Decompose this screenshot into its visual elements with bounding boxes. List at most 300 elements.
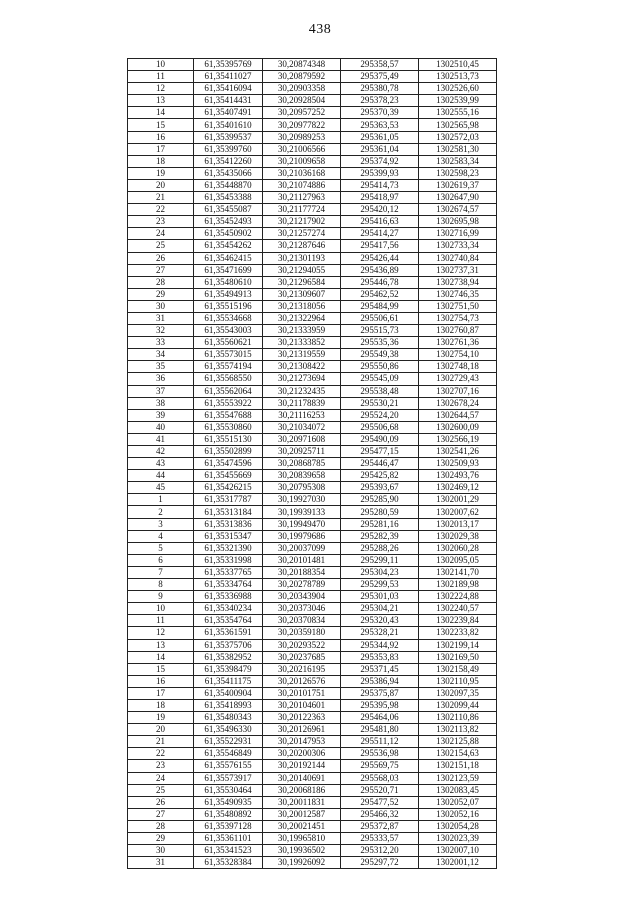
point-number-cell: 13 xyxy=(128,95,194,107)
longitude-cell: 30,20021451 xyxy=(263,820,341,832)
coordinates-table-body xyxy=(128,59,497,869)
table-row xyxy=(128,675,497,687)
table-row xyxy=(128,446,497,458)
y-coordinate-cell: 1302510,45 xyxy=(419,59,497,71)
x-coordinate-cell: 295568,03 xyxy=(341,772,419,784)
x-coordinate-cell: 295414,27 xyxy=(341,228,419,240)
y-coordinate-cell: 1302566,19 xyxy=(419,433,497,445)
latitude-cell: 61,35416094 xyxy=(194,83,263,95)
y-coordinate-cell: 1302013,17 xyxy=(419,518,497,530)
x-coordinate-cell: 295520,71 xyxy=(341,784,419,796)
point-number-cell: 19 xyxy=(128,167,194,179)
table-row xyxy=(128,421,497,433)
x-coordinate-cell: 295393,67 xyxy=(341,482,419,494)
latitude-cell: 61,35560621 xyxy=(194,337,263,349)
table-row xyxy=(128,337,497,349)
point-number-cell: 13 xyxy=(128,639,194,651)
y-coordinate-cell: 1302023,39 xyxy=(419,833,497,845)
latitude-cell: 61,35568550 xyxy=(194,373,263,385)
longitude-cell: 30,20839658 xyxy=(263,470,341,482)
latitude-cell: 61,35337765 xyxy=(194,566,263,578)
latitude-cell: 61,35411175 xyxy=(194,675,263,687)
point-number-cell: 2 xyxy=(128,506,194,518)
longitude-cell: 30,19926092 xyxy=(263,857,341,869)
latitude-cell: 61,35398479 xyxy=(194,663,263,675)
table-row xyxy=(128,228,497,240)
y-coordinate-cell: 1302239,84 xyxy=(419,615,497,627)
latitude-cell: 61,35494913 xyxy=(194,288,263,300)
latitude-cell: 61,35341523 xyxy=(194,845,263,857)
latitude-cell: 61,35480343 xyxy=(194,712,263,724)
x-coordinate-cell: 295484,99 xyxy=(341,300,419,312)
x-coordinate-cell: 295282,39 xyxy=(341,530,419,542)
latitude-cell: 61,35435066 xyxy=(194,167,263,179)
y-coordinate-cell: 1302707,16 xyxy=(419,385,497,397)
x-coordinate-cell: 295466,32 xyxy=(341,808,419,820)
latitude-cell: 61,35448870 xyxy=(194,179,263,191)
y-coordinate-cell: 1302754,73 xyxy=(419,312,497,324)
x-coordinate-cell: 295511,12 xyxy=(341,736,419,748)
x-coordinate-cell: 295371,45 xyxy=(341,663,419,675)
y-coordinate-cell: 1302083,45 xyxy=(419,784,497,796)
y-coordinate-cell: 1302748,18 xyxy=(419,361,497,373)
point-number-cell: 26 xyxy=(128,796,194,808)
y-coordinate-cell: 1302751,50 xyxy=(419,300,497,312)
longitude-cell: 30,20977822 xyxy=(263,119,341,131)
point-number-cell: 39 xyxy=(128,409,194,421)
y-coordinate-cell: 1302695,98 xyxy=(419,216,497,228)
x-coordinate-cell: 295344,92 xyxy=(341,639,419,651)
y-coordinate-cell: 1302644,57 xyxy=(419,409,497,421)
latitude-cell: 61,35534668 xyxy=(194,312,263,324)
point-number-cell: 10 xyxy=(128,59,194,71)
y-coordinate-cell: 1302154,63 xyxy=(419,748,497,760)
latitude-cell: 61,35452493 xyxy=(194,216,263,228)
table-row xyxy=(128,820,497,832)
x-coordinate-cell: 295375,87 xyxy=(341,687,419,699)
table-row xyxy=(128,107,497,119)
x-coordinate-cell: 295418,97 xyxy=(341,192,419,204)
table-row xyxy=(128,397,497,409)
point-number-cell: 22 xyxy=(128,204,194,216)
table-row xyxy=(128,603,497,615)
x-coordinate-cell: 295297,72 xyxy=(341,857,419,869)
point-number-cell: 38 xyxy=(128,397,194,409)
table-row xyxy=(128,518,497,530)
latitude-cell: 61,35453388 xyxy=(194,192,263,204)
y-coordinate-cell: 1302733,34 xyxy=(419,240,497,252)
latitude-cell: 61,35401610 xyxy=(194,119,263,131)
x-coordinate-cell: 295506,68 xyxy=(341,421,419,433)
y-coordinate-cell: 1302052,07 xyxy=(419,796,497,808)
longitude-cell: 30,20122363 xyxy=(263,712,341,724)
latitude-cell: 61,35412260 xyxy=(194,155,263,167)
x-coordinate-cell: 295416,63 xyxy=(341,216,419,228)
longitude-cell: 30,21074886 xyxy=(263,179,341,191)
longitude-cell: 30,20989253 xyxy=(263,131,341,143)
latitude-cell: 61,35418993 xyxy=(194,699,263,711)
latitude-cell: 61,35395769 xyxy=(194,59,263,71)
y-coordinate-cell: 1302113,82 xyxy=(419,724,497,736)
longitude-cell: 30,20925711 xyxy=(263,446,341,458)
longitude-cell: 30,19939133 xyxy=(263,506,341,518)
x-coordinate-cell: 295490,09 xyxy=(341,433,419,445)
longitude-cell: 30,21318056 xyxy=(263,300,341,312)
point-number-cell: 41 xyxy=(128,433,194,445)
y-coordinate-cell: 1302738,94 xyxy=(419,276,497,288)
point-number-cell: 30 xyxy=(128,845,194,857)
x-coordinate-cell: 295361,04 xyxy=(341,143,419,155)
table-row xyxy=(128,482,497,494)
point-number-cell: 11 xyxy=(128,71,194,83)
longitude-cell: 30,21322964 xyxy=(263,312,341,324)
latitude-cell: 61,35562064 xyxy=(194,385,263,397)
point-number-cell: 40 xyxy=(128,421,194,433)
longitude-cell: 30,19949470 xyxy=(263,518,341,530)
table-row xyxy=(128,760,497,772)
x-coordinate-cell: 295280,59 xyxy=(341,506,419,518)
point-number-cell: 16 xyxy=(128,131,194,143)
point-number-cell: 14 xyxy=(128,107,194,119)
point-number-cell: 6 xyxy=(128,554,194,566)
x-coordinate-cell: 295399,93 xyxy=(341,167,419,179)
latitude-cell: 61,35399760 xyxy=(194,143,263,155)
longitude-cell: 30,20903358 xyxy=(263,83,341,95)
table-row xyxy=(128,845,497,857)
y-coordinate-cell: 1302001,12 xyxy=(419,857,497,869)
y-coordinate-cell: 1302052,16 xyxy=(419,808,497,820)
latitude-cell: 61,35375706 xyxy=(194,639,263,651)
x-coordinate-cell: 295446,47 xyxy=(341,458,419,470)
table-row xyxy=(128,240,497,252)
longitude-cell: 30,19936502 xyxy=(263,845,341,857)
y-coordinate-cell: 1302123,59 xyxy=(419,772,497,784)
latitude-cell: 61,35515196 xyxy=(194,300,263,312)
point-number-cell: 31 xyxy=(128,857,194,869)
point-number-cell: 20 xyxy=(128,179,194,191)
y-coordinate-cell: 1302007,62 xyxy=(419,506,497,518)
latitude-cell: 61,35490935 xyxy=(194,796,263,808)
table-row xyxy=(128,530,497,542)
latitude-cell: 61,35411027 xyxy=(194,71,263,83)
x-coordinate-cell: 295506,61 xyxy=(341,312,419,324)
x-coordinate-cell: 295545,09 xyxy=(341,373,419,385)
x-coordinate-cell: 295353,83 xyxy=(341,651,419,663)
y-coordinate-cell: 1302541,26 xyxy=(419,446,497,458)
latitude-cell: 61,35455669 xyxy=(194,470,263,482)
x-coordinate-cell: 295375,49 xyxy=(341,71,419,83)
x-coordinate-cell: 295320,43 xyxy=(341,615,419,627)
x-coordinate-cell: 295312,20 xyxy=(341,845,419,857)
x-coordinate-cell: 295285,90 xyxy=(341,494,419,506)
x-coordinate-cell: 295304,23 xyxy=(341,566,419,578)
table-row xyxy=(128,627,497,639)
x-coordinate-cell: 295414,73 xyxy=(341,179,419,191)
x-coordinate-cell: 295333,57 xyxy=(341,833,419,845)
longitude-cell: 30,20874348 xyxy=(263,59,341,71)
table-row xyxy=(128,409,497,421)
y-coordinate-cell: 1302761,36 xyxy=(419,337,497,349)
latitude-cell: 61,35480610 xyxy=(194,276,263,288)
latitude-cell: 61,35334764 xyxy=(194,579,263,591)
table-row xyxy=(128,724,497,736)
longitude-cell: 30,21006566 xyxy=(263,143,341,155)
longitude-cell: 30,20278789 xyxy=(263,579,341,591)
point-number-cell: 37 xyxy=(128,385,194,397)
table-row xyxy=(128,796,497,808)
latitude-cell: 61,35515130 xyxy=(194,433,263,445)
y-coordinate-cell: 1302095,05 xyxy=(419,554,497,566)
x-coordinate-cell: 295299,11 xyxy=(341,554,419,566)
longitude-cell: 30,20879592 xyxy=(263,71,341,83)
table-row xyxy=(128,857,497,869)
x-coordinate-cell: 295436,89 xyxy=(341,264,419,276)
latitude-cell: 61,35317787 xyxy=(194,494,263,506)
table-row xyxy=(128,494,497,506)
x-coordinate-cell: 295380,78 xyxy=(341,83,419,95)
table-row xyxy=(128,349,497,361)
longitude-cell: 30,20373046 xyxy=(263,603,341,615)
y-coordinate-cell: 1302513,73 xyxy=(419,71,497,83)
y-coordinate-cell: 1302740,84 xyxy=(419,252,497,264)
longitude-cell: 30,20101481 xyxy=(263,554,341,566)
table-row xyxy=(128,59,497,71)
x-coordinate-cell: 295446,78 xyxy=(341,276,419,288)
y-coordinate-cell: 1302001,29 xyxy=(419,494,497,506)
longitude-cell: 30,20012587 xyxy=(263,808,341,820)
table-row xyxy=(128,433,497,445)
table-row xyxy=(128,167,497,179)
longitude-cell: 30,20126961 xyxy=(263,724,341,736)
latitude-cell: 61,35313836 xyxy=(194,518,263,530)
y-coordinate-cell: 1302746,35 xyxy=(419,288,497,300)
table-row xyxy=(128,216,497,228)
x-coordinate-cell: 295420,12 xyxy=(341,204,419,216)
longitude-cell: 30,21116253 xyxy=(263,409,341,421)
longitude-cell: 30,20037099 xyxy=(263,542,341,554)
point-number-cell: 23 xyxy=(128,760,194,772)
x-coordinate-cell: 295477,15 xyxy=(341,446,419,458)
longitude-cell: 30,20971608 xyxy=(263,433,341,445)
latitude-cell: 61,35502899 xyxy=(194,446,263,458)
table-row xyxy=(128,288,497,300)
x-coordinate-cell: 295301,03 xyxy=(341,591,419,603)
point-number-cell: 35 xyxy=(128,361,194,373)
y-coordinate-cell: 1302598,23 xyxy=(419,167,497,179)
latitude-cell: 61,35321390 xyxy=(194,542,263,554)
longitude-cell: 30,21217902 xyxy=(263,216,341,228)
y-coordinate-cell: 1302493,76 xyxy=(419,470,497,482)
x-coordinate-cell: 295374,92 xyxy=(341,155,419,167)
point-number-cell: 29 xyxy=(128,288,194,300)
point-number-cell: 27 xyxy=(128,264,194,276)
latitude-cell: 61,35328384 xyxy=(194,857,263,869)
x-coordinate-cell: 295372,87 xyxy=(341,820,419,832)
point-number-cell: 34 xyxy=(128,349,194,361)
table-row xyxy=(128,506,497,518)
y-coordinate-cell: 1302240,57 xyxy=(419,603,497,615)
longitude-cell: 30,20237685 xyxy=(263,651,341,663)
longitude-cell: 30,20126576 xyxy=(263,675,341,687)
latitude-cell: 61,35553922 xyxy=(194,397,263,409)
table-row xyxy=(128,385,497,397)
longitude-cell: 30,20192144 xyxy=(263,760,341,772)
x-coordinate-cell: 295304,21 xyxy=(341,603,419,615)
y-coordinate-cell: 1302581,30 xyxy=(419,143,497,155)
point-number-cell: 11 xyxy=(128,615,194,627)
table-row xyxy=(128,361,497,373)
y-coordinate-cell: 1302583,34 xyxy=(419,155,497,167)
latitude-cell: 61,35361101 xyxy=(194,833,263,845)
latitude-cell: 61,35336988 xyxy=(194,591,263,603)
point-number-cell: 3 xyxy=(128,518,194,530)
x-coordinate-cell: 295281,16 xyxy=(341,518,419,530)
y-coordinate-cell: 1302189,98 xyxy=(419,579,497,591)
table-row xyxy=(128,591,497,603)
table-row xyxy=(128,71,497,83)
coordinates-table xyxy=(127,58,497,869)
x-coordinate-cell: 295535,36 xyxy=(341,337,419,349)
latitude-cell: 61,35331998 xyxy=(194,554,263,566)
latitude-cell: 61,35576155 xyxy=(194,760,263,772)
table-row xyxy=(128,325,497,337)
longitude-cell: 30,21009658 xyxy=(263,155,341,167)
x-coordinate-cell: 295370,39 xyxy=(341,107,419,119)
longitude-cell: 30,20957252 xyxy=(263,107,341,119)
longitude-cell: 30,21308422 xyxy=(263,361,341,373)
table-row xyxy=(128,155,497,167)
y-coordinate-cell: 1302224,88 xyxy=(419,591,497,603)
point-number-cell: 21 xyxy=(128,192,194,204)
longitude-cell: 30,20188354 xyxy=(263,566,341,578)
x-coordinate-cell: 295426,44 xyxy=(341,252,419,264)
point-number-cell: 7 xyxy=(128,566,194,578)
point-number-cell: 27 xyxy=(128,808,194,820)
y-coordinate-cell: 1302060,28 xyxy=(419,542,497,554)
longitude-cell: 30,20200306 xyxy=(263,748,341,760)
x-coordinate-cell: 295569,75 xyxy=(341,760,419,772)
longitude-cell: 30,20343904 xyxy=(263,591,341,603)
latitude-cell: 61,35543003 xyxy=(194,325,263,337)
point-number-cell: 33 xyxy=(128,337,194,349)
x-coordinate-cell: 295481,80 xyxy=(341,724,419,736)
x-coordinate-cell: 295530,21 xyxy=(341,397,419,409)
latitude-cell: 61,35399537 xyxy=(194,131,263,143)
latitude-cell: 61,35462415 xyxy=(194,252,263,264)
latitude-cell: 61,35480892 xyxy=(194,808,263,820)
table-row xyxy=(128,373,497,385)
table-row xyxy=(128,784,497,796)
point-number-cell: 15 xyxy=(128,663,194,675)
latitude-cell: 61,35382952 xyxy=(194,651,263,663)
point-number-cell: 12 xyxy=(128,627,194,639)
latitude-cell: 61,35496330 xyxy=(194,724,263,736)
table-row xyxy=(128,615,497,627)
table-row xyxy=(128,699,497,711)
table-row xyxy=(128,252,497,264)
table-row xyxy=(128,312,497,324)
latitude-cell: 61,35354764 xyxy=(194,615,263,627)
table-row xyxy=(128,179,497,191)
table-row xyxy=(128,264,497,276)
y-coordinate-cell: 1302729,43 xyxy=(419,373,497,385)
point-number-cell: 18 xyxy=(128,155,194,167)
point-number-cell: 24 xyxy=(128,772,194,784)
table-row xyxy=(128,712,497,724)
point-number-cell: 21 xyxy=(128,736,194,748)
y-coordinate-cell: 1302097,35 xyxy=(419,687,497,699)
table-row xyxy=(128,192,497,204)
y-coordinate-cell: 1302099,44 xyxy=(419,699,497,711)
x-coordinate-cell: 295477,52 xyxy=(341,796,419,808)
table-row xyxy=(128,143,497,155)
x-coordinate-cell: 295395,98 xyxy=(341,699,419,711)
table-row xyxy=(128,772,497,784)
y-coordinate-cell: 1302539,99 xyxy=(419,95,497,107)
point-number-cell: 30 xyxy=(128,300,194,312)
y-coordinate-cell: 1302169,50 xyxy=(419,651,497,663)
table-row xyxy=(128,276,497,288)
latitude-cell: 61,35471699 xyxy=(194,264,263,276)
longitude-cell: 30,20011831 xyxy=(263,796,341,808)
latitude-cell: 61,35522931 xyxy=(194,736,263,748)
table-row xyxy=(128,131,497,143)
x-coordinate-cell: 295524,20 xyxy=(341,409,419,421)
latitude-cell: 61,35340234 xyxy=(194,603,263,615)
x-coordinate-cell: 295417,56 xyxy=(341,240,419,252)
latitude-cell: 61,35574194 xyxy=(194,361,263,373)
point-number-cell: 19 xyxy=(128,712,194,724)
longitude-cell: 30,20359180 xyxy=(263,627,341,639)
longitude-cell: 30,20101751 xyxy=(263,687,341,699)
x-coordinate-cell: 295363,53 xyxy=(341,119,419,131)
point-number-cell: 8 xyxy=(128,579,194,591)
longitude-cell: 30,21257274 xyxy=(263,228,341,240)
latitude-cell: 61,35450902 xyxy=(194,228,263,240)
x-coordinate-cell: 295538,48 xyxy=(341,385,419,397)
y-coordinate-cell: 1302737,31 xyxy=(419,264,497,276)
point-number-cell: 15 xyxy=(128,119,194,131)
longitude-cell: 30,20147953 xyxy=(263,736,341,748)
point-number-cell: 14 xyxy=(128,651,194,663)
latitude-cell: 61,35414431 xyxy=(194,95,263,107)
y-coordinate-cell: 1302716,99 xyxy=(419,228,497,240)
y-coordinate-cell: 1302509,93 xyxy=(419,458,497,470)
table-row xyxy=(128,808,497,820)
y-coordinate-cell: 1302110,86 xyxy=(419,712,497,724)
point-number-cell: 42 xyxy=(128,446,194,458)
y-coordinate-cell: 1302233,82 xyxy=(419,627,497,639)
longitude-cell: 30,20868785 xyxy=(263,458,341,470)
x-coordinate-cell: 295536,98 xyxy=(341,748,419,760)
y-coordinate-cell: 1302555,16 xyxy=(419,107,497,119)
longitude-cell: 30,21177724 xyxy=(263,204,341,216)
longitude-cell: 30,20293522 xyxy=(263,639,341,651)
table-row xyxy=(128,554,497,566)
table-row xyxy=(128,579,497,591)
y-coordinate-cell: 1302600,09 xyxy=(419,421,497,433)
point-number-cell: 25 xyxy=(128,784,194,796)
longitude-cell: 30,19927030 xyxy=(263,494,341,506)
x-coordinate-cell: 295328,21 xyxy=(341,627,419,639)
y-coordinate-cell: 1302565,98 xyxy=(419,119,497,131)
point-number-cell: 12 xyxy=(128,83,194,95)
y-coordinate-cell: 1302469,12 xyxy=(419,482,497,494)
point-number-cell: 17 xyxy=(128,143,194,155)
point-number-cell: 9 xyxy=(128,591,194,603)
table-row xyxy=(128,470,497,482)
latitude-cell: 61,35313184 xyxy=(194,506,263,518)
